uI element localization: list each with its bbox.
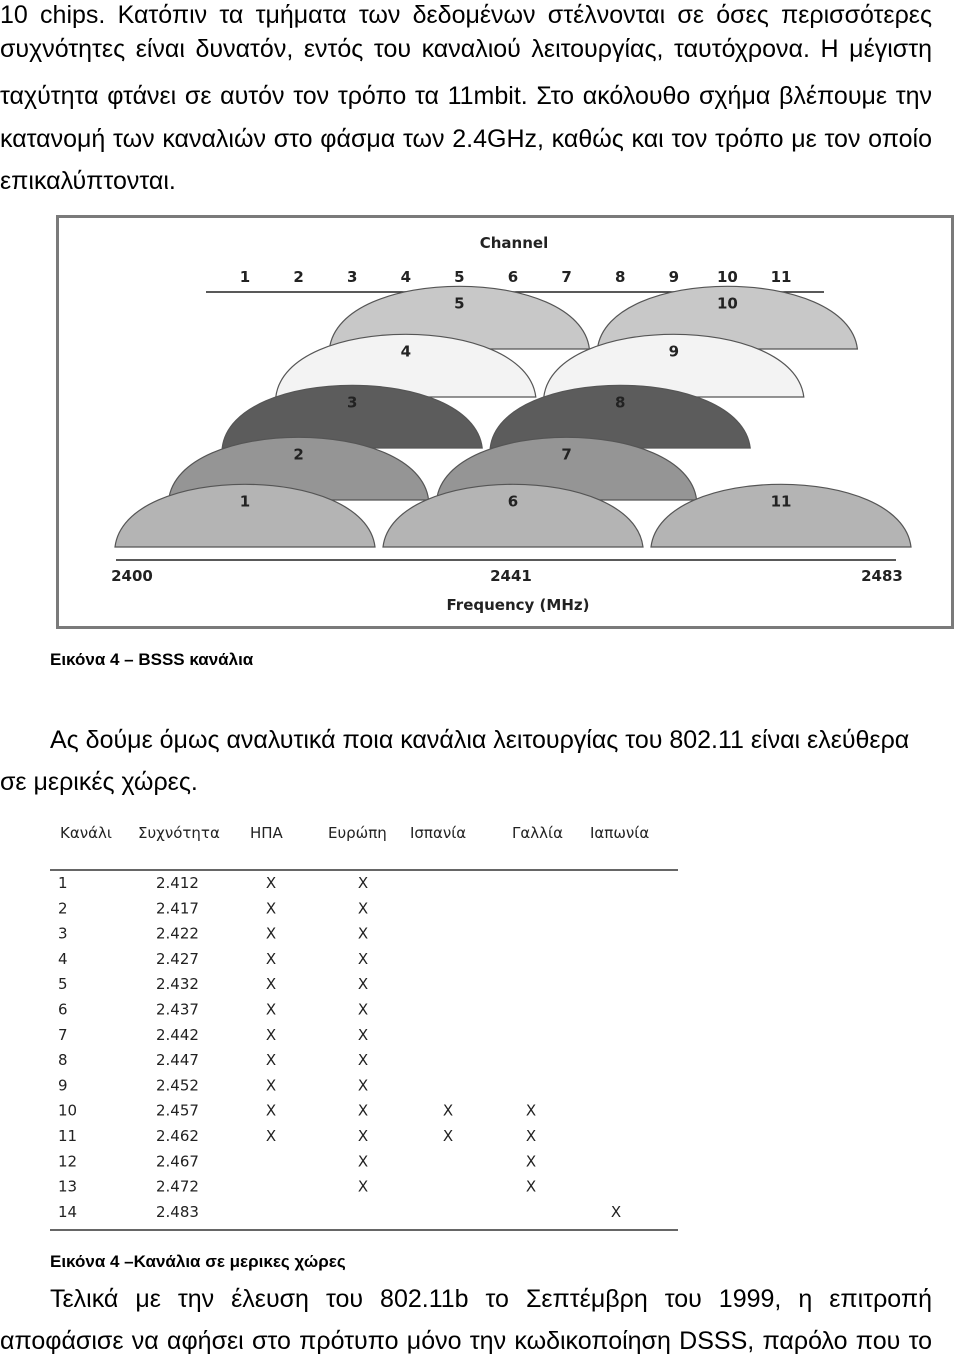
table-row [58,950,368,968]
table-cell: 2.412 [156,874,199,892]
table-cell: 2.472 [156,1177,199,1196]
table-row [58,1026,368,1044]
table-cell: X [265,1076,277,1095]
table-cell: 10 [58,1101,78,1120]
channel-number-label: 1 [239,268,251,286]
table-cell: X [265,1127,277,1145]
table-cell: 2.467 [156,1152,199,1171]
table-row [58,925,368,943]
table-cell: 6 [58,1000,68,1019]
table-cell: X [442,1127,454,1145]
table-cell: 2.447 [156,1051,199,1070]
table-header-cell: Γαλλία [512,824,563,842]
x-tick-label: 2441 [490,567,532,585]
table-cell: 2 [58,899,68,918]
table-header-cell: Ισπανία [410,824,467,842]
table-cell: X [357,949,369,968]
paragraph-1-line: ταχύτητα φτάνει σε αυτόν τον τρόπο τα 11mbit. Στο ακόλουθο σχήμα βλέπουμε την [0,82,932,110]
table-cell: 9 [58,1076,68,1095]
table-cell: 2.437 [156,1000,199,1019]
paragraph-1-line: επικαλύπτονται. [0,167,176,195]
table-cell: X [265,1025,277,1044]
channel-number-label: 6 [507,268,519,286]
table-cell: X [525,1101,537,1120]
table-cell: X [357,899,369,918]
channel-arc-label: 2 [293,445,304,464]
table-cell: 2.427 [156,949,199,968]
table-header-cell: Κανάλι [60,824,112,842]
table-cell: 12 [58,1152,78,1171]
figure-caption-2: Εικόνα 4 –Κανάλια σε μερικες χώρες [50,1252,346,1271]
table-cell: 1 [58,874,68,892]
table-cell: 7 [58,1025,68,1044]
table-cell: X [442,1101,454,1120]
paragraph-1-line: κατανομή των καναλιών στο φάσμα των 2.4GHz, καθώς και τον τρόπο με τον οποίο [0,125,932,153]
table-cell: X [265,874,277,892]
paragraph-1-line: 10 chips. Κατόπιν τα τμήματα των δεδομένων στέλνονται σε όσες περισσότερες [0,1,932,29]
channel-arc-label: 9 [668,342,680,361]
table-cell: X [357,1076,369,1095]
channel-number-label: 2 [293,268,304,286]
table-cell: 2.462 [156,1127,199,1145]
channel-arc-label: 11 [770,492,792,511]
table-row [58,1127,536,1145]
channel-arc-label: 7 [561,445,572,464]
paragraph-3-line: αποφάσισε να αφήσει στο πρότυπο μόνο την κωδικοποίηση DSSS, παρόλο που το [0,1327,932,1355]
x-axis-label: Frequency (MHz) [446,596,590,614]
table-cell: X [357,1000,369,1019]
channel-arc-label: 4 [400,342,412,361]
table-cell: X [357,1051,369,1070]
channels-by-country-table [50,812,678,1236]
paragraph-2-line: σε μερικές χώρες. [0,768,198,796]
table-cell: 2.432 [156,975,199,994]
table-row [58,1076,368,1094]
table-cell: X [357,1177,369,1196]
table-cell: 2.457 [156,1101,199,1120]
channel-arc-label: 6 [507,492,519,511]
table-cell: X [265,1101,277,1120]
table-cell: 13 [58,1177,78,1196]
channel-number-label: 3 [346,268,358,286]
table-header-cell: Ιαπωνία [590,824,650,842]
table-cell: X [525,1127,537,1145]
table-row [58,1203,621,1221]
table-cell: X [525,1152,537,1171]
table-cell: X [357,1025,369,1044]
table-cell: X [357,975,369,994]
table-row [58,1001,368,1019]
channel-number-label: 7 [561,268,572,286]
table-cell: X [525,1177,537,1196]
table-cell: 5 [58,975,68,994]
channel-number-label: 8 [614,268,626,286]
table-header-cell: Συχνότητα [138,824,220,842]
table-cell: 2.422 [156,924,199,943]
channel-arc-label: 1 [239,492,251,511]
table-cell: 2.417 [156,899,199,918]
table-cell: 2.442 [156,1025,199,1044]
x-tick-label: 2400 [111,567,153,585]
table-cell: X [357,1101,369,1120]
table-cell: X [265,949,277,968]
paragraph-2-line: Ας δούμε όμως αναλυτικά ποια κανάλια λειτουργίας του 802.11 είναι ελεύθερα [50,726,910,754]
table-cell: X [357,874,369,892]
paragraph-1-line: συχνότητες είναι δυνατόν, εντός του καναλιού λειτουργίας, ταυτόχρονα. Η μέγιστη [0,35,932,63]
paragraph-3-line: Τελικά με την έλευση του 802.11b το Σεπτέμβρη του 1999, η επιτροπή [50,1285,932,1313]
channel-arc-label: 8 [614,393,626,412]
table-row [58,1178,536,1196]
table-cell: X [357,1152,369,1171]
table-row [58,975,368,993]
table-row [58,1051,368,1069]
table-cell: X [357,924,369,943]
channel-overlap-diagram [56,215,954,629]
table-header-cell: ΗΠΑ [250,824,283,842]
table-cell: 2.452 [156,1076,199,1095]
table-cell: X [265,899,277,918]
channel-number-label: 4 [400,268,412,286]
table-cell: X [610,1202,622,1221]
table-row [58,1152,536,1170]
table-cell: X [357,1127,369,1145]
channel-arc-label: 5 [454,294,465,313]
table-header-cell: Ευρώπη [328,824,387,842]
figure-caption-1: Εικόνα 4 – BSSS κανάλια [50,650,254,669]
channel-number-label: 10 [716,268,738,286]
table-row [58,1102,536,1120]
chart-title: Channel [479,234,549,252]
table-cell: 3 [58,924,68,943]
table-cell: 4 [58,949,68,968]
table-cell: 14 [58,1202,78,1221]
x-tick-label: 2483 [861,567,903,585]
channel-arc-label: 3 [346,393,358,412]
channel-arc-label: 10 [716,294,738,313]
table-cell: X [265,975,277,994]
table-cell: X [265,1000,277,1019]
channel-number-label: 5 [454,268,465,286]
table-cell: X [265,924,277,943]
table-cell: X [265,1051,277,1070]
table-cell: 8 [58,1051,68,1070]
table-cell: 2.483 [156,1202,199,1221]
table-row [58,899,368,917]
channel-number-label: 9 [668,268,680,286]
table-cell: 11 [58,1127,78,1145]
channel-number-label: 11 [770,268,792,286]
table-row [58,874,368,892]
